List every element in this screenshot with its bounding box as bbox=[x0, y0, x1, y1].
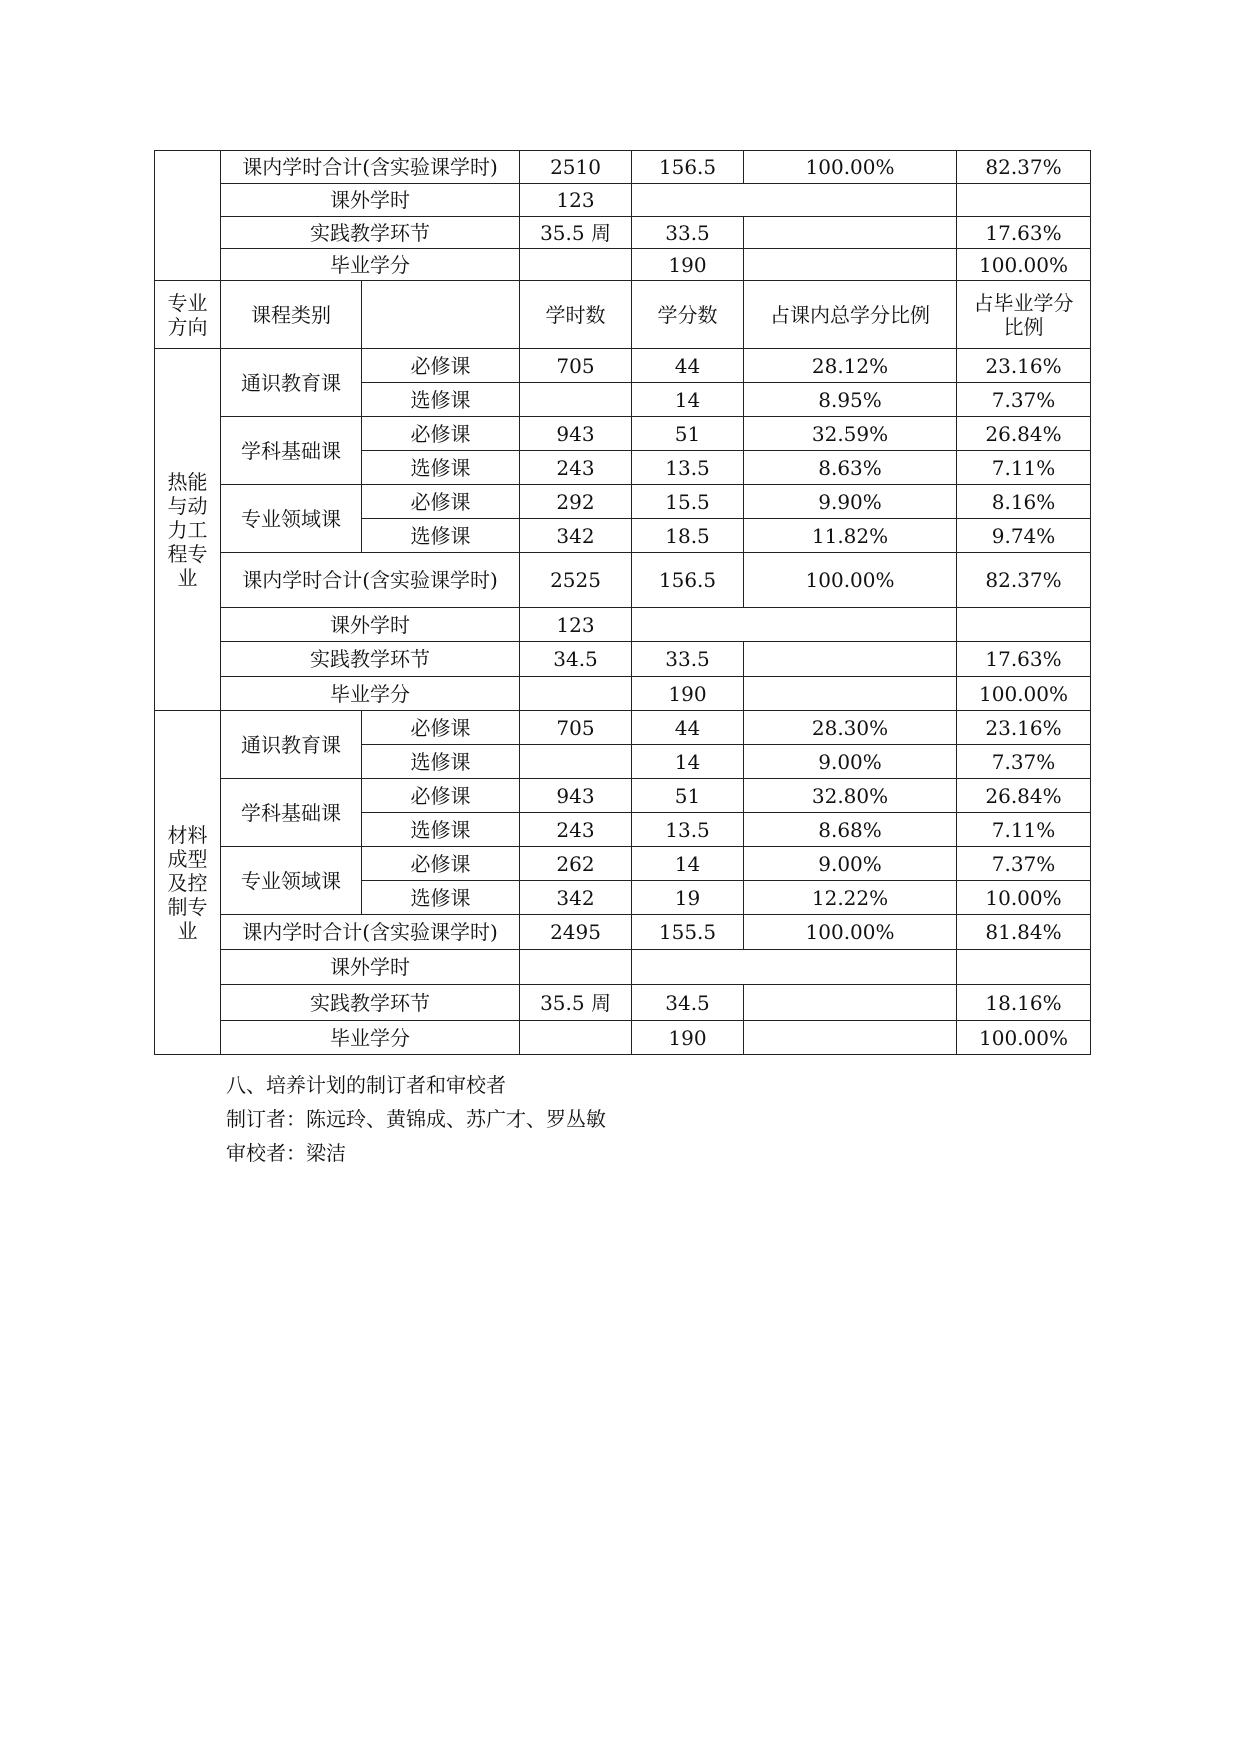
practice-hours: 35.5 周 bbox=[520, 217, 632, 249]
course-type: 必修课 bbox=[362, 349, 520, 383]
course-type: 必修课 bbox=[362, 485, 520, 519]
hours-cell: 243 bbox=[520, 813, 632, 847]
direction-cell-continued bbox=[155, 151, 221, 281]
graduation-pct-grad: 100.00% bbox=[957, 1021, 1091, 1055]
table-row bbox=[155, 847, 1091, 881]
subtotal-hours: 2495 bbox=[520, 915, 632, 950]
graduation-label: 毕业学分 bbox=[221, 1021, 520, 1055]
graduation-label: 毕业学分 bbox=[221, 677, 520, 711]
header-hours: 学时数 bbox=[520, 281, 632, 349]
header-pct-grad: 占毕业学分比例 bbox=[957, 281, 1091, 349]
pct-grad-cell: 10.00% bbox=[957, 881, 1091, 915]
group-name: 专业领域课 bbox=[221, 485, 362, 553]
course-type: 必修课 bbox=[362, 847, 520, 881]
extra-hours-value: 123 bbox=[520, 184, 632, 217]
table-row bbox=[155, 217, 1091, 249]
hours-cell: 243 bbox=[520, 451, 632, 485]
pct-grad-cell: 7.37% bbox=[957, 383, 1091, 417]
group-name: 学科基础课 bbox=[221, 417, 362, 485]
subtotal-credits: 155.5 bbox=[632, 915, 744, 950]
hours-cell: 342 bbox=[520, 881, 632, 915]
hours-cell: 943 bbox=[520, 417, 632, 451]
credits-cell: 18.5 bbox=[632, 519, 744, 553]
credits-cell: 51 bbox=[632, 779, 744, 813]
group-name: 通识教育课 bbox=[221, 711, 362, 779]
table-row bbox=[155, 417, 1091, 451]
subtotal-credits: 156.5 bbox=[632, 151, 744, 184]
hours-cell: 943 bbox=[520, 779, 632, 813]
table-row bbox=[155, 608, 1091, 642]
practice-pct-grad: 17.63% bbox=[957, 642, 1091, 677]
pct-course-cell: 8.68% bbox=[744, 813, 957, 847]
credits-cell: 14 bbox=[632, 383, 744, 417]
section-heading: 八、培养计划的制订者和审校者 bbox=[226, 1073, 506, 1097]
group-name: 专业领域课 bbox=[221, 847, 362, 915]
pct-course-cell: 32.59% bbox=[744, 417, 957, 451]
practice-hours: 34.5 bbox=[520, 642, 632, 677]
major-name: 材料成型及控制专业 bbox=[155, 711, 221, 1055]
credits-cell: 44 bbox=[632, 711, 744, 745]
subtotal-label: 课内学时合计(含实验课学时) bbox=[221, 553, 520, 608]
group-name: 通识教育课 bbox=[221, 349, 362, 417]
practice-credits: 33.5 bbox=[632, 642, 744, 677]
extra-hours-label: 课外学时 bbox=[221, 184, 520, 217]
pct-grad-cell: 23.16% bbox=[957, 711, 1091, 745]
course-type: 必修课 bbox=[362, 417, 520, 451]
course-type: 选修课 bbox=[362, 519, 520, 553]
credits-cell: 14 bbox=[632, 847, 744, 881]
pct-course-cell: 8.95% bbox=[744, 383, 957, 417]
subtotal-credits: 156.5 bbox=[632, 553, 744, 608]
subtotal-label: 课内学时合计(含实验课学时) bbox=[221, 915, 520, 950]
graduation-pct-grad: 100.00% bbox=[957, 249, 1091, 281]
hours-cell: 262 bbox=[520, 847, 632, 881]
pct-course-cell: 8.63% bbox=[744, 451, 957, 485]
pct-course-cell: 12.22% bbox=[744, 881, 957, 915]
hours-cell bbox=[520, 745, 632, 779]
graduation-credits: 190 bbox=[632, 1021, 744, 1055]
pct-course-cell: 9.00% bbox=[744, 745, 957, 779]
pct-grad-cell: 26.84% bbox=[957, 779, 1091, 813]
credits-cell: 19 bbox=[632, 881, 744, 915]
practice-label: 实践教学环节 bbox=[221, 985, 520, 1021]
credits-cell: 15.5 bbox=[632, 485, 744, 519]
pct-grad-cell: 7.37% bbox=[957, 745, 1091, 779]
course-type: 必修课 bbox=[362, 711, 520, 745]
subtotal-pct-course: 100.00% bbox=[744, 151, 957, 184]
subtotal-pct-grad: 82.37% bbox=[957, 553, 1091, 608]
header-row bbox=[155, 281, 1091, 349]
practice-pct-grad: 17.63% bbox=[957, 217, 1091, 249]
pct-grad-cell: 7.37% bbox=[957, 847, 1091, 881]
table-row bbox=[155, 553, 1091, 608]
practice-hours: 35.5 周 bbox=[520, 985, 632, 1021]
pct-course-cell: 28.12% bbox=[744, 349, 957, 383]
credits-cell: 51 bbox=[632, 417, 744, 451]
course-type: 选修课 bbox=[362, 813, 520, 847]
subtotal-pct-grad: 81.84% bbox=[957, 915, 1091, 950]
table-row bbox=[155, 1021, 1091, 1055]
graduation-credits: 190 bbox=[632, 249, 744, 281]
practice-credits: 34.5 bbox=[632, 985, 744, 1021]
table-row bbox=[155, 485, 1091, 519]
table-row bbox=[155, 950, 1091, 985]
subtotal-pct-course: 100.00% bbox=[744, 553, 957, 608]
subtotal-pct-grad: 82.37% bbox=[957, 151, 1091, 184]
extra-hours-label: 课外学时 bbox=[221, 950, 520, 985]
pct-course-cell: 28.30% bbox=[744, 711, 957, 745]
table-row bbox=[155, 779, 1091, 813]
table-row bbox=[155, 184, 1091, 217]
subtotal-hours: 2510 bbox=[520, 151, 632, 184]
reviewers-line: 审校者：梁洁 bbox=[226, 1141, 346, 1165]
authors-line: 制订者：陈远玲、黄锦成、苏广才、罗丛敏 bbox=[226, 1107, 606, 1131]
graduation-credits: 190 bbox=[632, 677, 744, 711]
pct-grad-cell: 7.11% bbox=[957, 813, 1091, 847]
credits-cell: 44 bbox=[632, 349, 744, 383]
pct-grad-cell: 26.84% bbox=[957, 417, 1091, 451]
hours-cell: 342 bbox=[520, 519, 632, 553]
pct-grad-cell: 8.16% bbox=[957, 485, 1091, 519]
table-row bbox=[155, 642, 1091, 677]
practice-label: 实践教学环节 bbox=[221, 217, 520, 249]
pct-grad-cell: 9.74% bbox=[957, 519, 1091, 553]
hours-cell: 705 bbox=[520, 711, 632, 745]
graduation-pct-grad: 100.00% bbox=[957, 677, 1091, 711]
course-type: 选修课 bbox=[362, 745, 520, 779]
pct-course-cell: 11.82% bbox=[744, 519, 957, 553]
table-row bbox=[155, 711, 1091, 745]
table-row bbox=[155, 677, 1091, 711]
pct-course-cell: 9.90% bbox=[744, 485, 957, 519]
pct-course-cell: 9.00% bbox=[744, 847, 957, 881]
graduation-label: 毕业学分 bbox=[221, 249, 520, 281]
table-row bbox=[155, 985, 1091, 1021]
subtotal-pct-course: 100.00% bbox=[744, 915, 957, 950]
credit-distribution-table bbox=[154, 150, 1091, 1055]
table-row bbox=[155, 915, 1091, 950]
header-category: 课程类别 bbox=[221, 281, 362, 349]
practice-credits: 33.5 bbox=[632, 217, 744, 249]
credits-cell: 13.5 bbox=[632, 451, 744, 485]
credits-cell: 14 bbox=[632, 745, 744, 779]
course-type: 选修课 bbox=[362, 451, 520, 485]
pct-course-cell: 32.80% bbox=[744, 779, 957, 813]
header-direction: 专业方向 bbox=[155, 281, 221, 349]
hours-cell bbox=[520, 383, 632, 417]
practice-pct-grad: 18.16% bbox=[957, 985, 1091, 1021]
extra-hours-label: 课外学时 bbox=[221, 608, 520, 642]
table-row bbox=[155, 151, 1091, 184]
subtotal-hours: 2525 bbox=[520, 553, 632, 608]
group-name: 学科基础课 bbox=[221, 779, 362, 847]
table-row bbox=[155, 349, 1091, 383]
course-type: 选修课 bbox=[362, 383, 520, 417]
extra-hours-value bbox=[520, 950, 632, 985]
major-name: 热能与动力工程专业 bbox=[155, 349, 221, 711]
credits-cell: 13.5 bbox=[632, 813, 744, 847]
table-row bbox=[155, 249, 1091, 281]
hours-cell: 292 bbox=[520, 485, 632, 519]
header-credits: 学分数 bbox=[632, 281, 744, 349]
hours-cell: 705 bbox=[520, 349, 632, 383]
pct-grad-cell: 7.11% bbox=[957, 451, 1091, 485]
course-type: 选修课 bbox=[362, 881, 520, 915]
pct-grad-cell: 23.16% bbox=[957, 349, 1091, 383]
extra-hours-value: 123 bbox=[520, 608, 632, 642]
practice-label: 实践教学环节 bbox=[221, 642, 520, 677]
header-pct-course: 占课内总学分比例 bbox=[744, 281, 957, 349]
course-type: 必修课 bbox=[362, 779, 520, 813]
subtotal-label: 课内学时合计(含实验课学时) bbox=[221, 151, 520, 184]
